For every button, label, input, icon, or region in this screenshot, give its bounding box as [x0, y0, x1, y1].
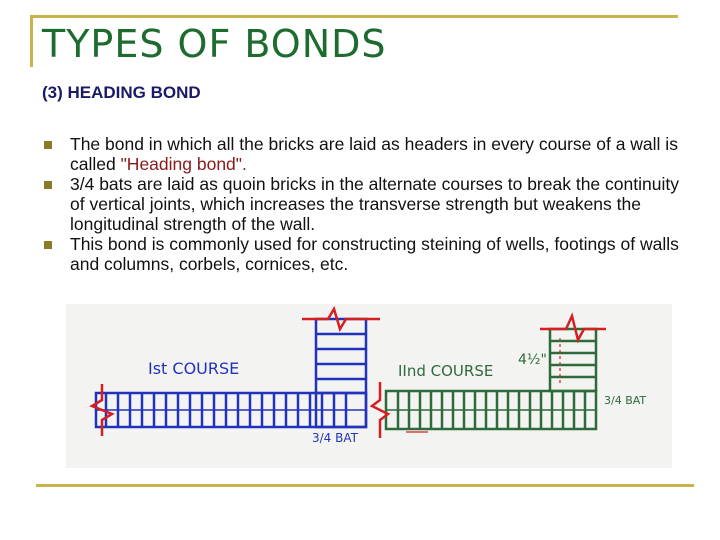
course-2-label: IInd COURSE	[398, 362, 494, 380]
bat-label-2: 3/4 BAT	[604, 394, 647, 407]
square-bullet-icon	[44, 241, 52, 249]
square-bullet-icon	[44, 141, 52, 149]
bullet-text: This bond is commonly used for constructing steining of wells, footings of walls and columns, corbels, cornices, etc.	[70, 234, 679, 274]
left-rule	[30, 15, 33, 67]
bullet-text: The bond in which all the bricks are laid as headers in every course of a wall is called	[70, 134, 678, 174]
bat-label-1: 3/4 BAT	[312, 431, 358, 445]
bond-diagram	[66, 304, 672, 468]
bullet-highlight: "Heading bond".	[120, 154, 247, 174]
bottom-rule	[36, 484, 694, 487]
bullet-item	[44, 134, 684, 174]
heading-bond-sketch	[66, 304, 672, 468]
slide-subtitle: (3) HEADING BOND	[42, 83, 201, 102]
top-rule	[30, 15, 678, 18]
slide-title: TYPES OF BONDS	[42, 22, 387, 66]
bullet-item	[44, 234, 684, 274]
bullet-list	[44, 134, 684, 274]
dimension-label: 4½"	[518, 352, 547, 368]
bullet-text: 3/4 bats are laid as quoin bricks in the alternate courses to break the continuity of vertical joints, which increases the transverse strength but weakens the longitudinal strength of the wall.	[70, 174, 679, 234]
wall-column-2	[550, 329, 596, 391]
bullet-item	[44, 174, 684, 234]
course-1-label: Ist COURSE	[148, 359, 240, 378]
square-bullet-icon	[44, 181, 52, 189]
